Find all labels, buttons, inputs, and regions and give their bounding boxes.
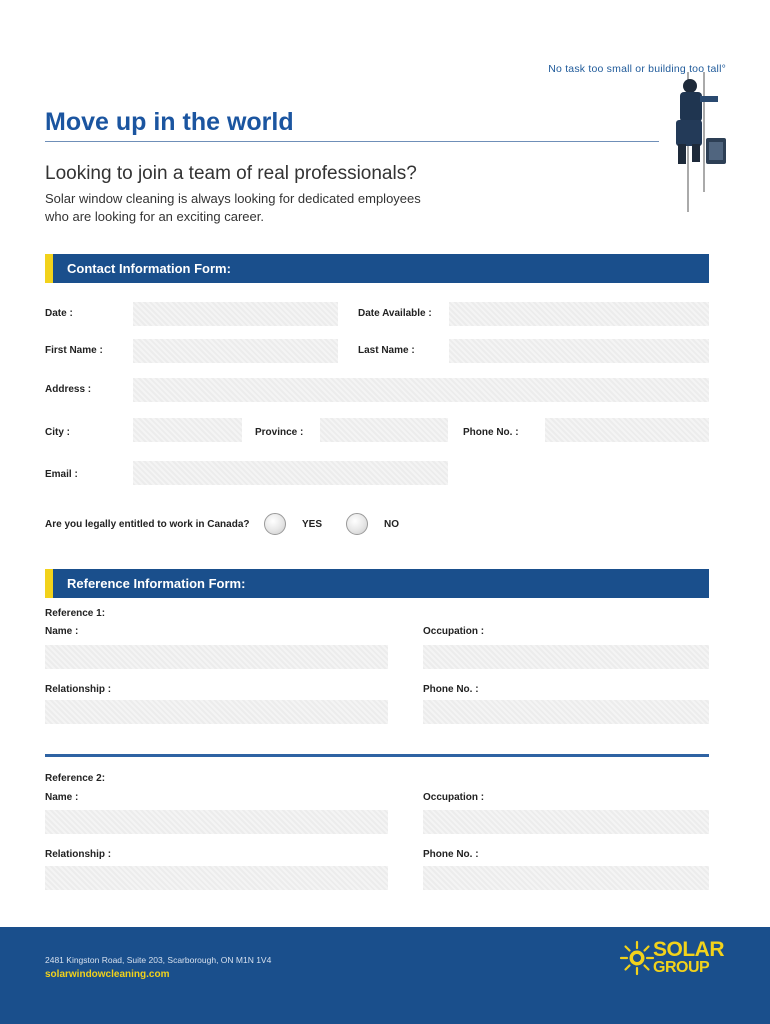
city-label: City : [45, 427, 70, 438]
ref1-relationship-field[interactable] [45, 700, 388, 724]
ref1-name-label: Name : [45, 626, 79, 637]
footer-address: 2481 Kingston Road, Suite 203, Scarborough, ON M1N 1V4 [45, 955, 272, 965]
date-field[interactable] [133, 302, 338, 326]
last-name-label: Last Name : [358, 345, 415, 356]
window-cleaner-illustration [666, 72, 736, 218]
footer-website-link[interactable]: solarwindowcleaning.com [45, 969, 170, 980]
address-label: Address : [45, 384, 92, 395]
ref1-name-field[interactable] [45, 645, 388, 669]
ref2-name-field[interactable] [45, 810, 388, 834]
email-label: Email : [45, 469, 78, 480]
date-label: Date : [45, 308, 73, 319]
work-eligibility-question: Are you legally entitled to work in Canada? [45, 519, 250, 530]
footer [0, 927, 770, 1024]
first-name-label: First Name : [45, 345, 103, 356]
yes-label: YES [302, 519, 323, 530]
ref2-occupation-field[interactable] [423, 810, 709, 834]
city-field[interactable] [133, 418, 242, 442]
section-accent [45, 569, 53, 598]
intro-text: Solar window cleaning is always looking for dedicated employees who are looking for an exciting career. [45, 191, 421, 224]
ref1-phone-label: Phone No. : [423, 684, 479, 695]
email-field[interactable] [133, 461, 448, 485]
logo-text-group: GROUP [653, 959, 710, 976]
province-label: Province : [255, 427, 304, 438]
contact-section-header [45, 254, 709, 283]
contact-section-title: Contact Information Form: [67, 261, 231, 276]
date-available-label: Date Available : [358, 308, 432, 319]
title-rule [45, 141, 659, 142]
province-field[interactable] [320, 418, 448, 442]
ref2-name-label: Name : [45, 792, 79, 803]
yes-radio[interactable] [264, 513, 286, 535]
ref1-occupation-field[interactable] [423, 645, 709, 669]
sun-logo-icon [619, 940, 655, 976]
reference-section-header [45, 569, 709, 598]
ref1-relationship-label: Relationship : [45, 684, 112, 695]
date-available-field[interactable] [449, 302, 709, 326]
page-title: Move up in the world [45, 108, 294, 136]
reference-divider [45, 754, 709, 757]
no-label: NO [384, 519, 399, 530]
first-name-field[interactable] [133, 339, 338, 363]
ref2-relationship-field[interactable] [45, 866, 388, 890]
phone-label: Phone No. : [463, 427, 519, 438]
phone-field[interactable] [545, 418, 709, 442]
ref2-phone-label: Phone No. : [423, 849, 479, 860]
ref1-occupation-label: Occupation : [423, 626, 485, 637]
ref2-occupation-label: Occupation : [423, 792, 485, 803]
tagline: No task too small or building too tall° [548, 63, 726, 75]
ref1-phone-field[interactable] [423, 700, 709, 724]
reference-1-heading: Reference 1: [45, 608, 106, 619]
section-accent [45, 254, 53, 283]
logo-text-solar: SOLAR [653, 938, 724, 961]
no-radio[interactable] [346, 513, 368, 535]
ref2-phone-field[interactable] [423, 866, 709, 890]
ref2-relationship-label: Relationship : [45, 849, 112, 860]
last-name-field[interactable] [449, 339, 709, 363]
page-subtitle: Looking to join a team of real professionals? [45, 163, 417, 184]
address-field[interactable] [133, 378, 709, 402]
reference-2-heading: Reference 2: [45, 773, 106, 784]
reference-section-title: Reference Information Form: [67, 576, 246, 591]
